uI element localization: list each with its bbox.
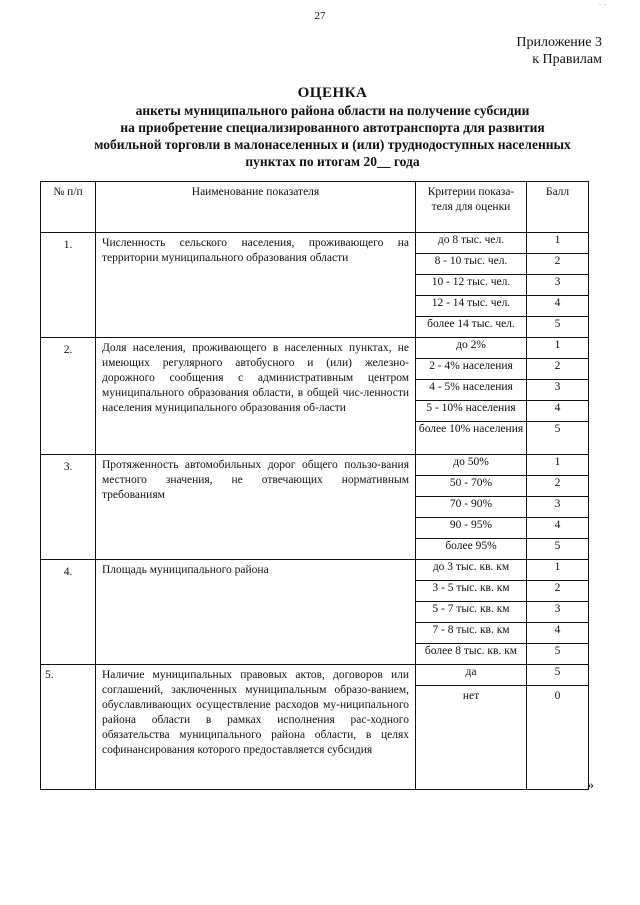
title-main: ОЦЕНКА (297, 85, 368, 101)
header-name: Наименование показателя (96, 182, 416, 233)
page-number: 27 (314, 10, 326, 22)
row-number: 1. (41, 233, 96, 338)
appendix-line-2: к Правилам (532, 52, 602, 67)
criterion: 12 - 14 тыс. чел. (416, 296, 527, 317)
criterion: 8 - 10 тыс. чел. (416, 254, 527, 275)
table-row (41, 665, 589, 686)
table-row (41, 560, 589, 581)
closing-quote: » (587, 778, 594, 793)
score: 3 (527, 275, 589, 296)
header-num: № п/п (41, 182, 96, 233)
criterion: более 8 тыс. кв. км (416, 644, 527, 665)
criterion: 90 - 95% (416, 518, 527, 539)
criterion: до 2% (416, 338, 527, 359)
criterion: до 8 тыс. чел. (416, 233, 527, 254)
score: 5 (527, 665, 589, 686)
appendix-line-1: Приложение 3 (516, 35, 602, 50)
score: 1 (527, 455, 589, 476)
score: 5 (527, 317, 589, 338)
score: 3 (527, 602, 589, 623)
criterion: 3 - 5 тыс. кв. км (416, 581, 527, 602)
score: 3 (527, 497, 589, 518)
score: 2 (527, 581, 589, 602)
score: 3 (527, 380, 589, 401)
score: 1 (527, 560, 589, 581)
score: 4 (527, 518, 589, 539)
criterion: 10 - 12 тыс. чел. (416, 275, 527, 296)
header-criteria: Критерии показа-теля для оценки (416, 182, 527, 233)
score: 2 (527, 359, 589, 380)
title-line: мобильной торговли в малонаселенных и (или) труднодоступных населенных (94, 137, 571, 152)
row-number: 4. (41, 560, 96, 665)
title-line: на приобретение специализированного автотранспорта для развития (120, 120, 545, 135)
row-number: 2. (41, 338, 96, 455)
title-line: анкеты муниципального района области на получение субсидии (135, 103, 530, 118)
appendix-note (516, 34, 602, 68)
table-row (41, 455, 589, 476)
row-number: 3. (41, 455, 96, 560)
criterion: 70 - 90% (416, 497, 527, 518)
score: 4 (527, 401, 589, 422)
criterion: нет (416, 686, 527, 790)
score: 0 (527, 686, 589, 790)
table-row (41, 233, 589, 254)
indicator-name: Площадь муниципального района (96, 560, 416, 665)
criterion: да (416, 665, 527, 686)
document-title (40, 84, 625, 170)
score: 1 (527, 338, 589, 359)
score: 5 (527, 539, 589, 560)
criterion: 4 - 5% населения (416, 380, 527, 401)
criterion: 2 - 4% населения (416, 359, 527, 380)
criterion: более 10% населения (416, 422, 527, 455)
table-row (41, 338, 589, 359)
criterion: более 95% (416, 539, 527, 560)
score: 5 (527, 644, 589, 665)
criterion: более 14 тыс. чел. (416, 317, 527, 338)
row-number: 5. (41, 665, 96, 790)
header-score: Балл (527, 182, 589, 233)
score: 4 (527, 623, 589, 644)
criterion: 5 - 10% населения (416, 401, 527, 422)
score: 5 (527, 422, 589, 455)
score: 2 (527, 254, 589, 275)
criterion: 7 - 8 тыс. кв. км (416, 623, 527, 644)
criterion: до 50% (416, 455, 527, 476)
indicator-name: Протяженность автомобильных дорог общего пользо-вания местного значения, не отвечающих нормативным требованиям (96, 455, 416, 560)
evaluation-table (40, 181, 589, 790)
indicator-name: Наличие муниципальных правовых актов, договоров или соглашений, заключенных муниципальным образо-ванием, обуславливающих осуществление расходов му-ниципального района области в рамках исполнения рас-ходного обязательства муниципального района области, в целях софинансирования которого предоставляется субсидия (96, 665, 416, 790)
score: 1 (527, 233, 589, 254)
criterion: 50 - 70% (416, 476, 527, 497)
indicator-name: Численность сельского населения, проживающего на территории муниципального образования области (96, 233, 416, 338)
criterion: 5 - 7 тыс. кв. км (416, 602, 527, 623)
corner-mark: - - (598, 0, 606, 9)
criterion: до 3 тыс. кв. км (416, 560, 527, 581)
score: 4 (527, 296, 589, 317)
score: 2 (527, 476, 589, 497)
indicator-name: Доля населения, проживающего в населенных пунктах, не имеющих регулярного автобусного и (или) железно-дорожного сообщения с административным центром муниципального образования области, в общей чис-ленности населения муниципального образования об-ласти (96, 338, 416, 455)
title-line: пунктах по итогам 20__ года (245, 154, 420, 169)
table-header-row (41, 182, 589, 233)
